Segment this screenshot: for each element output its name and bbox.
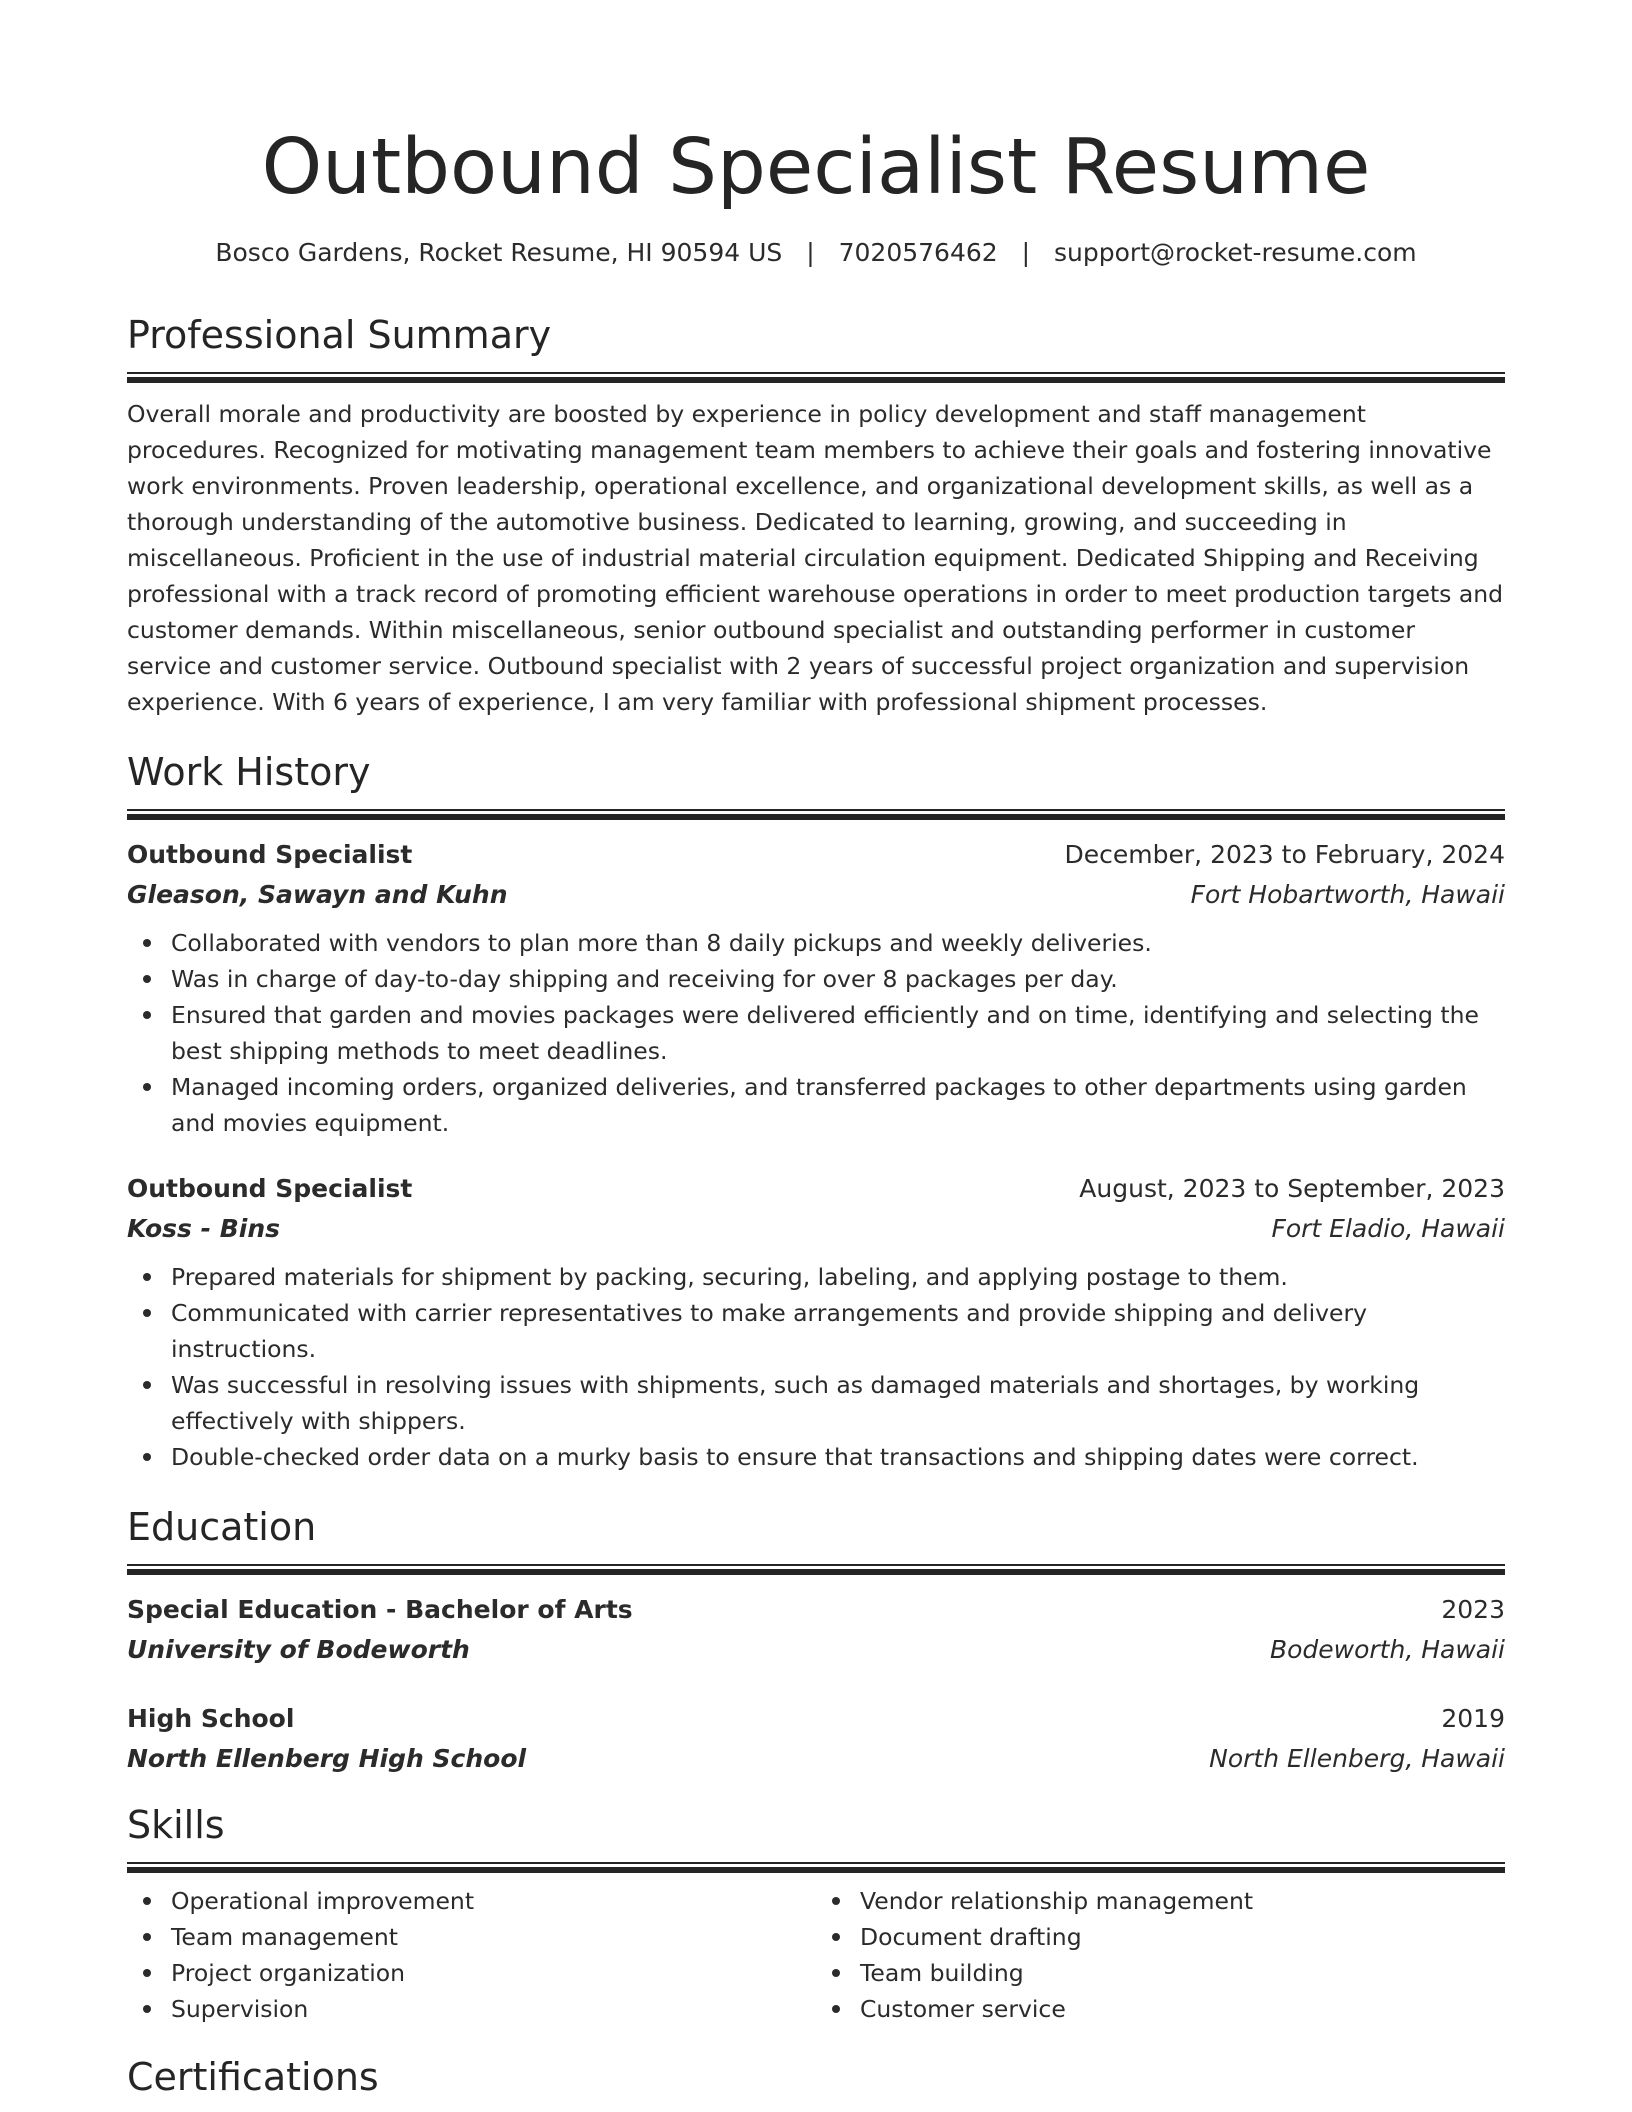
job-company: Gleason, Sawayn and Kuhn bbox=[127, 880, 508, 909]
section-title-education: Education bbox=[127, 1505, 317, 1549]
section-divider bbox=[127, 809, 1505, 820]
section-title-certifications: Certifications bbox=[127, 2055, 379, 2099]
skills-list-left bbox=[127, 1883, 816, 2027]
list-item: Collaborated with vendors to plan more than 8 daily pickups and weekly deliveries. bbox=[127, 925, 1505, 961]
phone: 7020576462 bbox=[838, 238, 998, 267]
school: University of Bodeworth bbox=[127, 1635, 470, 1664]
section-divider bbox=[127, 1862, 1505, 1873]
list-item: Communicated with carrier representatives to make arrangements and provide shipping and delivery instructions. bbox=[127, 1295, 1505, 1367]
skill-item: Project organization bbox=[127, 1955, 816, 1991]
skills-list-right bbox=[816, 1883, 1505, 2027]
section-divider bbox=[127, 372, 1505, 383]
list-item: Double-checked order data on a murky basis to ensure that transactions and shipping dates were correct. bbox=[127, 1439, 1505, 1475]
section-title-work: Work History bbox=[127, 750, 371, 794]
degree: Special Education - Bachelor of Arts bbox=[127, 1595, 633, 1624]
job-dates: August, 2023 to September, 2023 bbox=[1079, 1174, 1505, 1203]
list-item: Was in charge of day-to-day shipping and receiving for over 8 packages per day. bbox=[127, 961, 1505, 997]
degree: High School bbox=[127, 1704, 295, 1733]
job-company: Koss - Bins bbox=[127, 1214, 281, 1243]
school: North Ellenberg High School bbox=[127, 1744, 527, 1773]
job-location: Fort Eladio, Hawaii bbox=[1271, 1214, 1505, 1243]
skills-section bbox=[127, 1801, 1505, 2027]
work-section bbox=[127, 748, 1505, 1475]
job-entry bbox=[127, 1169, 1505, 1475]
job-role: Outbound Specialist bbox=[127, 1174, 413, 1203]
education-entry bbox=[127, 1699, 1505, 1779]
list-item: Was successful in resolving issues with shipments, such as damaged materials and shortages, by working effectively with shippers. bbox=[127, 1367, 1505, 1439]
education-year: 2019 bbox=[1441, 1704, 1505, 1733]
skill-item: Supervision bbox=[127, 1991, 816, 2027]
education-entry bbox=[127, 1590, 1505, 1670]
skill-item: Team management bbox=[127, 1919, 816, 1955]
job-dates: December, 2023 to February, 2024 bbox=[1064, 840, 1505, 869]
school-location: Bodeworth, Hawaii bbox=[1269, 1635, 1505, 1664]
job-entry bbox=[127, 835, 1505, 1141]
summary-text: Overall morale and productivity are boosted by experience in policy development and staff management procedures. Recognized for motivating management team members to achieve their goals and fostering innovative work environments. Proven leadership, operational excellence, and organizational development skills, as well as a thorough understanding of the automotive business. Dedicated to learning, growing, and succeeding in miscellaneous. Proficient in the use of industrial material circulation equipment. Dedicated Shipping and Receiving professional with a track record of promoting efficient warehouse operations in order to meet production targets and customer demands. Within miscellaneous, senior outbound specialist and outstanding performer in customer service and customer service. Outbound specialist with 2 years of successful project organization and supervision experience. With 6 years of experience, I am very familiar with professional shipment processes. bbox=[127, 400, 1504, 716]
separator: | bbox=[806, 238, 815, 267]
job-bullets bbox=[127, 1259, 1505, 1475]
education-section bbox=[127, 1503, 1505, 1779]
skill-item: Operational improvement bbox=[127, 1883, 816, 1919]
skill-item: Customer service bbox=[816, 1991, 1505, 2027]
skill-item: Document drafting bbox=[816, 1919, 1505, 1955]
resume-title: Outbound Specialist Resume bbox=[261, 123, 1371, 212]
separator: | bbox=[1021, 238, 1031, 267]
skill-item: Team building bbox=[816, 1955, 1505, 1991]
contact-line bbox=[127, 236, 1505, 270]
education-year: 2023 bbox=[1441, 1595, 1505, 1624]
job-bullets bbox=[127, 925, 1505, 1141]
certifications-section bbox=[127, 2053, 1505, 2101]
list-item: Ensured that garden and movies packages were delivered efficiently and on time, identifying and selecting the best shipping methods to meet deadlines. bbox=[127, 997, 1505, 1069]
email: support@rocket-resume.com bbox=[1054, 238, 1417, 267]
section-title-skills: Skills bbox=[127, 1803, 225, 1847]
skills-grid bbox=[127, 1873, 1505, 2027]
summary-section bbox=[127, 311, 1505, 720]
job-role: Outbound Specialist bbox=[127, 840, 413, 869]
job-location: Fort Hobartworth, Hawaii bbox=[1190, 880, 1505, 909]
skill-item: Vendor relationship management bbox=[816, 1883, 1505, 1919]
address: Bosco Gardens, Rocket Resume, HI 90594 US bbox=[215, 238, 783, 267]
list-item: Prepared materials for shipment by packing, securing, labeling, and applying postage to them. bbox=[127, 1259, 1505, 1295]
section-divider bbox=[127, 1564, 1505, 1575]
section-title-summary: Professional Summary bbox=[127, 313, 552, 357]
school-location: North Ellenberg, Hawaii bbox=[1209, 1744, 1505, 1773]
list-item: Managed incoming orders, organized deliveries, and transferred packages to other departments using garden and movies equipment. bbox=[127, 1069, 1505, 1141]
